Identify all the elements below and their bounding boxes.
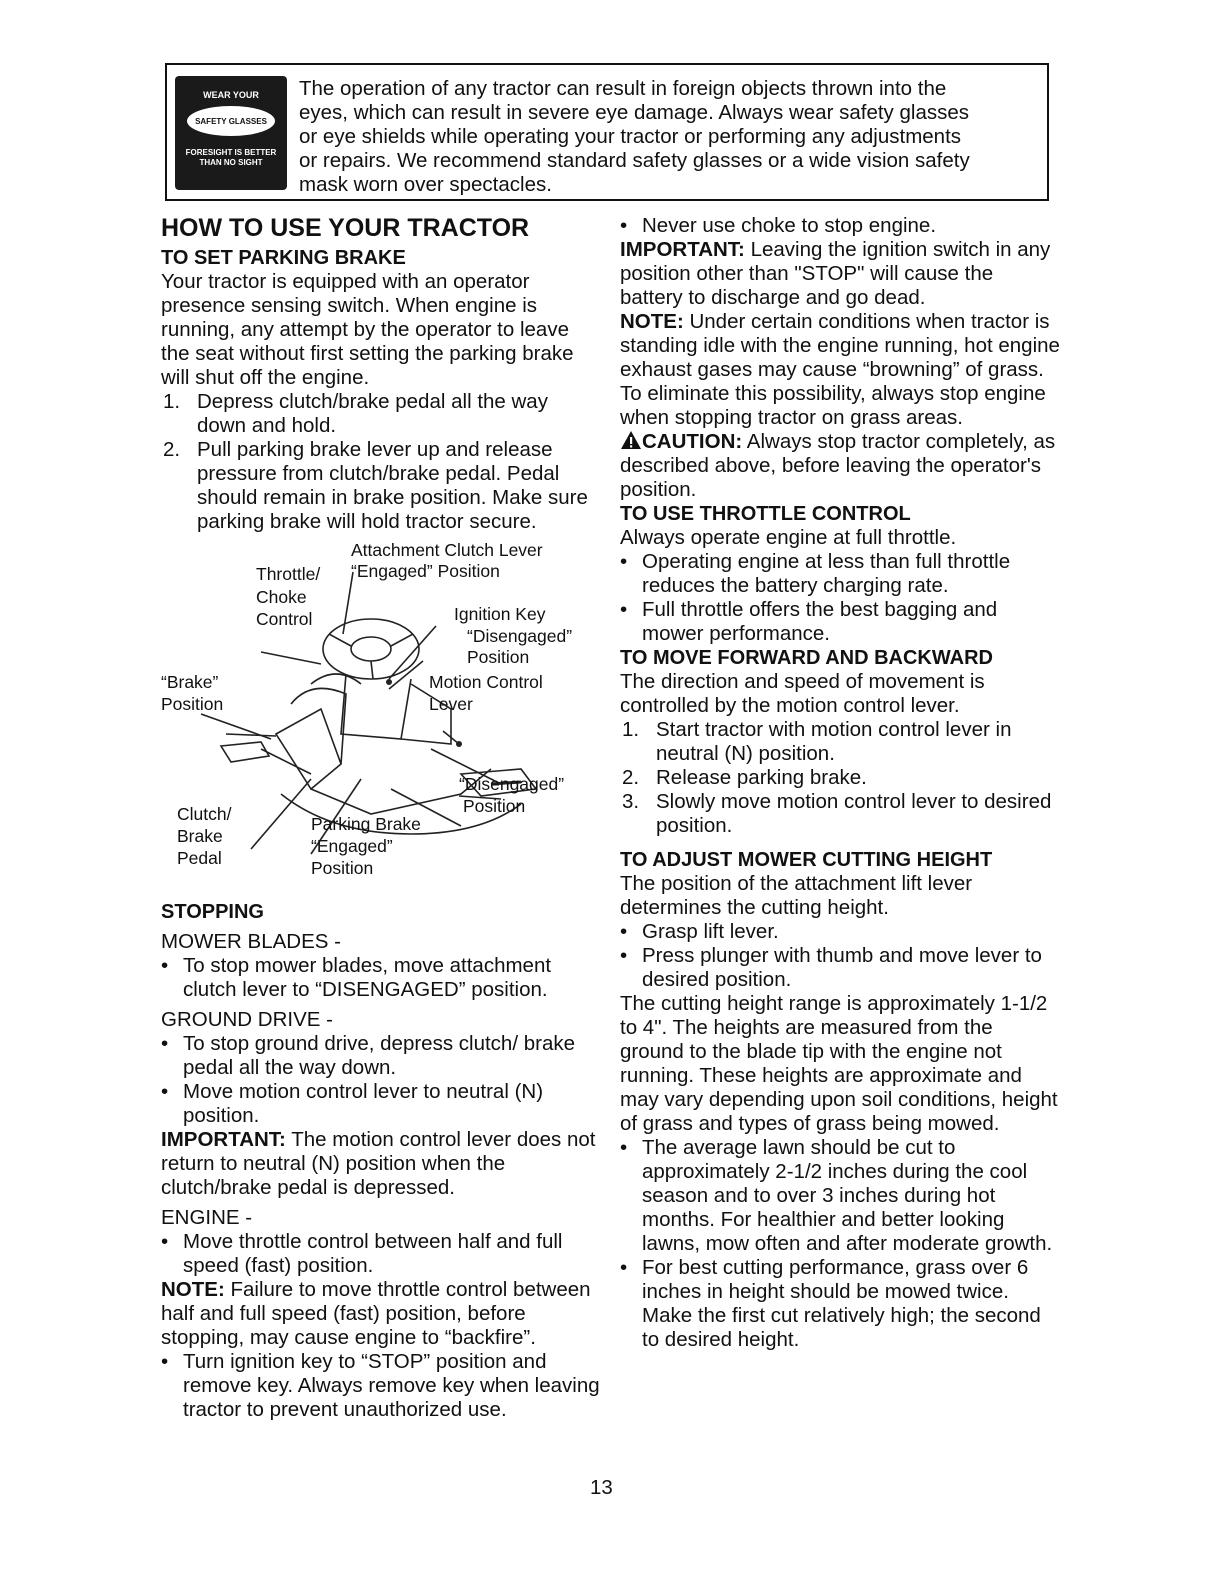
choke-list bbox=[620, 214, 1060, 238]
parking-brake-intro: Your tractor is equipped with an operator presence sensing switch. When engine is running, any attempt by the operator to leave the seat without first setting the parking brake will shut off the engine. bbox=[161, 270, 574, 389]
engine-list-2 bbox=[161, 1350, 601, 1422]
list-item: • The average lawn should be cut to approximately 2-1/2 inches during the cool season and to over 3 inches during hot months. For healthier and better looking lawns, mow often and after moderate growth. bbox=[620, 1136, 1053, 1255]
label-disengaged-position-2: Position bbox=[463, 796, 526, 816]
move-steps bbox=[620, 718, 1060, 838]
stopping-note: NOTE: Failure to move throttle control between half and full speed (fast) position, before stopping, may cause engine to “backfire”. bbox=[161, 1278, 591, 1349]
label-disengaged-2: “Disengaged” bbox=[459, 774, 565, 794]
move-intro: The direction and speed of movement is controlled by the motion control lever. bbox=[620, 670, 985, 717]
label-motion-lever: Lever bbox=[429, 694, 473, 714]
label-choke: Choke bbox=[256, 587, 307, 607]
warning-text: The operation of any tractor can result in foreign objects thrown into the eyes, which can result in severe eye damage. Always wear safety glasses or eye shields while operating your tractor or performing any adjustments or repairs. We recommend standard safety glasses or a wide vision safety mask worn over spectacles. bbox=[299, 77, 970, 196]
caution-triangle-icon bbox=[620, 430, 642, 450]
cutting-height-list-2 bbox=[620, 1136, 1060, 1352]
icon-text-wear: WEAR YOUR bbox=[203, 90, 259, 100]
cutting-height-heading: TO ADJUST MOWER CUTTING HEIGHT bbox=[620, 849, 993, 871]
engine-list bbox=[161, 1230, 601, 1278]
label-attachment-clutch: Attachment Clutch Lever bbox=[351, 540, 543, 560]
right-column bbox=[620, 214, 1060, 1352]
list-item: • For best cutting performance, grass over 6 inches in height should be mowed twice. Make the first cut relatively high; the second to desired height. bbox=[620, 1256, 1041, 1351]
right-note: NOTE: Under certain conditions when tractor is standing idle with the engine running, hot engine exhaust gases may cause “browning” of grass. To eliminate this possibility, always stop engine when stopping tractor on grass areas. bbox=[620, 310, 1060, 429]
list-item: 1. Start tractor with motion control lever in neutral (N) position. bbox=[622, 718, 1012, 765]
list-item: • Move throttle control between half and full speed (fast) position. bbox=[161, 1230, 563, 1277]
list-item: • To stop mower blades, move attachment clutch lever to “DISENGAGED” position. bbox=[161, 954, 552, 1001]
safety-glasses-icon bbox=[175, 76, 287, 190]
label-throttle: Throttle/ bbox=[256, 564, 321, 584]
ground-drive-list bbox=[161, 1032, 601, 1128]
mower-blades-list bbox=[161, 954, 601, 1002]
label-parking-brake: Parking Brake bbox=[311, 814, 421, 834]
tractor-controls-diagram bbox=[161, 534, 601, 900]
left-column bbox=[161, 214, 601, 1422]
stopping-important: IMPORTANT: The motion control lever does not return to neutral (N) position when the clutch/brake pedal is depressed. bbox=[161, 1128, 596, 1199]
label-clutch: Clutch/ bbox=[177, 804, 232, 824]
label-parking-position: Position bbox=[311, 858, 374, 878]
ground-drive-heading: GROUND DRIVE - bbox=[161, 1008, 333, 1031]
list-item: • Press plunger with thumb and move lever to desired position. bbox=[620, 944, 1042, 991]
cutting-height-intro: The position of the attachment lift lever determines the cutting height. bbox=[620, 872, 973, 919]
list-item: 2. Pull parking brake lever up and release pressure from clutch/brake pedal. Pedal should remain in brake position. Make sure parking brake will hold tractor secure. bbox=[163, 438, 588, 533]
list-item: • Full throttle offers the best bagging and mower performance. bbox=[620, 598, 998, 645]
cutting-height-body: The cutting height range is approximately 1-1/2 to 4". The heights are measured from the ground to the blade tip with the engine not running. These heights are approximate and may vary depending upon soil conditions, height of grass and types of grass being mowed. bbox=[620, 992, 1058, 1135]
label-disengaged-1: “Disengaged” bbox=[467, 626, 573, 646]
list-item: 2. Release parking brake. bbox=[622, 766, 867, 789]
parking-brake-steps bbox=[161, 390, 601, 534]
list-item: • Turn ignition key to “STOP” position and remove key. Always remove key when leaving tractor to prevent unauthorized use. bbox=[161, 1350, 600, 1421]
list-item: 3. Slowly move motion control lever to desired position. bbox=[622, 790, 1052, 837]
label-motion-control: Motion Control bbox=[429, 672, 543, 692]
stopping-heading: STOPPING bbox=[161, 901, 264, 923]
label-brake-position: Position bbox=[161, 694, 224, 714]
list-item: • Never use choke to stop engine. bbox=[620, 214, 937, 237]
parking-brake-heading: TO SET PARKING BRAKE bbox=[161, 247, 406, 269]
label-clutch-brake: Brake bbox=[177, 826, 223, 846]
label-parking-engaged: “Engaged” bbox=[311, 836, 393, 856]
label-brake: “Brake” bbox=[161, 672, 219, 692]
icon-text-foresight: FORESIGHT IS BETTER THAN NO SIGHT bbox=[185, 148, 277, 167]
throttle-list bbox=[620, 550, 1060, 646]
throttle-heading: TO USE THROTTLE CONTROL bbox=[620, 503, 911, 525]
engine-heading: ENGINE - bbox=[161, 1206, 253, 1229]
right-important: IMPORTANT: Leaving the ignition switch in any position other than "STOP" will cause the battery to discharge and go dead. bbox=[620, 238, 1051, 309]
list-item: • Grasp lift lever. bbox=[620, 920, 779, 943]
label-control: Control bbox=[256, 609, 313, 629]
cutting-height-list bbox=[620, 920, 1060, 992]
caution-paragraph: CAUTION: Always stop tractor completely, as described above, before leaving the operator's position. bbox=[620, 430, 1056, 501]
move-heading: TO MOVE FORWARD AND BACKWARD bbox=[620, 647, 993, 669]
list-item: • To stop ground drive, depress clutch/ brake pedal all the way down. bbox=[161, 1032, 575, 1079]
icon-text-safety: SAFETY GLASSES bbox=[187, 106, 275, 136]
page-number: 13 bbox=[590, 1476, 613, 1499]
throttle-intro: Always operate engine at full throttle. bbox=[620, 526, 957, 549]
list-item: • Operating engine at less than full throttle reduces the battery charging rate. bbox=[620, 550, 1011, 597]
mower-blades-heading: MOWER BLADES - bbox=[161, 930, 341, 953]
list-item: • Move motion control lever to neutral (N) position. bbox=[161, 1080, 544, 1127]
page-title: HOW TO USE YOUR TRACTOR bbox=[161, 214, 530, 242]
label-attachment-engaged: “Engaged” Position bbox=[351, 561, 500, 581]
label-clutch-pedal: Pedal bbox=[177, 848, 222, 868]
safety-warning-box bbox=[165, 63, 1049, 201]
list-item: 1. Depress clutch/brake pedal all the way down and hold. bbox=[163, 390, 548, 437]
label-disengaged-position-1: Position bbox=[467, 647, 530, 667]
label-ignition-key: Ignition Key bbox=[454, 604, 546, 624]
